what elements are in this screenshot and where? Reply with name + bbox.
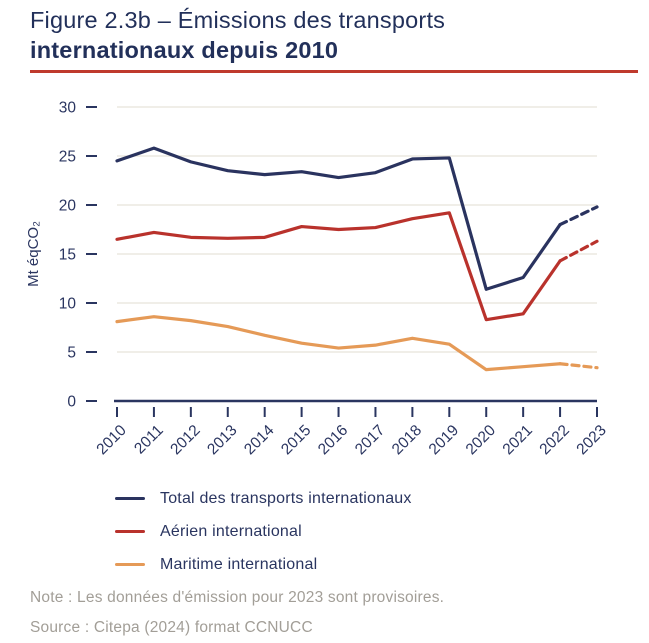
figure-title-line2: internationaux depuis 2010: [30, 37, 339, 63]
svg-text:30: 30: [58, 99, 76, 117]
figure-source: Source : Citepa (2024) format CCNUCC: [30, 619, 313, 636]
legend-swatch: [115, 530, 145, 533]
svg-text:0: 0: [67, 393, 76, 411]
emissions-line-chart: [0, 88, 649, 466]
svg-text:2011: 2011: [131, 421, 167, 458]
svg-text:Mt éqCO₂: Mt éqCO₂: [25, 221, 42, 287]
svg-text:2014: 2014: [241, 421, 278, 459]
legend-item-maritime: [115, 555, 412, 574]
svg-text:2021: 2021: [499, 421, 536, 459]
legend-swatch: [115, 497, 145, 500]
legend-label-total: Total des transports internationaux: [160, 489, 412, 507]
svg-text:25: 25: [58, 148, 76, 166]
legend-item-aerien: [115, 522, 412, 541]
chart-legend: [115, 489, 412, 588]
title-divider-rule: [30, 70, 638, 73]
svg-text:2016: 2016: [314, 421, 352, 459]
svg-text:2023: 2023: [573, 421, 610, 459]
svg-text:2022: 2022: [536, 421, 573, 459]
svg-text:2020: 2020: [462, 421, 500, 459]
legend-item-total: [115, 489, 412, 508]
legend-label-aerien: Aérien international: [160, 522, 302, 540]
svg-text:5: 5: [67, 344, 76, 362]
legend-swatch: [115, 563, 145, 566]
svg-text:2012: 2012: [167, 421, 204, 459]
svg-text:2017: 2017: [351, 421, 389, 459]
svg-text:20: 20: [58, 197, 76, 215]
legend-label-maritime: Maritime international: [160, 555, 318, 573]
svg-text:2019: 2019: [425, 421, 463, 459]
svg-text:2018: 2018: [388, 421, 426, 459]
svg-text:2015: 2015: [278, 421, 315, 459]
svg-text:2010: 2010: [93, 421, 130, 459]
svg-text:15: 15: [58, 246, 76, 264]
figure-title-line1: Figure 2.3b – Émissions des transports: [30, 7, 446, 33]
svg-text:10: 10: [58, 295, 76, 313]
figure-note: Note : Les données d'émission pour 2023 sont provisoires.: [30, 589, 445, 606]
svg-text:2013: 2013: [204, 421, 241, 459]
figure-title: [30, 5, 630, 65]
